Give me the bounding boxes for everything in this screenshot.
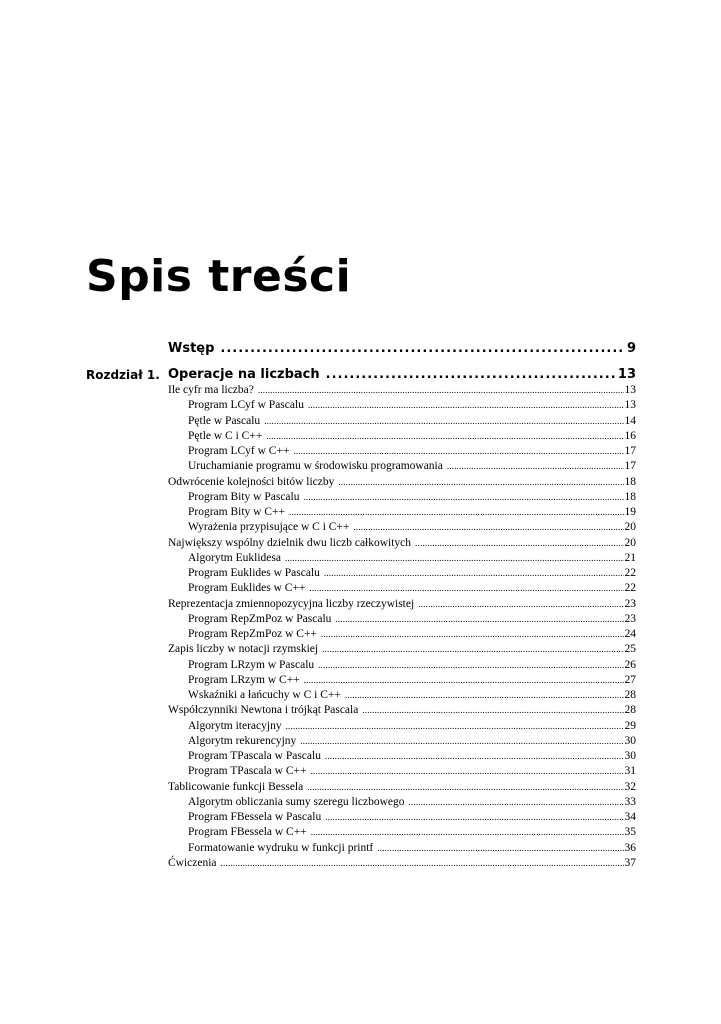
- toc-subsection-entry[interactable]: [168, 658, 636, 673]
- dot-leader: [321, 627, 624, 642]
- toc-entry-title: Tablicowanie funkcji Bessela: [168, 780, 304, 793]
- toc-subsection-entry[interactable]: [168, 810, 636, 825]
- toc-entry-title: Algorytm Euklidesa: [188, 551, 281, 564]
- toc-entry-title: Wskaźniki a łańcuchy w C i C++: [188, 689, 341, 701]
- toc-entry-page: 17: [624, 445, 636, 457]
- toc-entry-page: 13: [624, 384, 636, 396]
- toc-entry-page: 34: [624, 811, 636, 823]
- toc-entry-page: 33: [624, 795, 636, 808]
- dot-leader: [415, 536, 623, 551]
- toc-subsection-entry[interactable]: [168, 719, 636, 734]
- toc-entry-title: Program TPascala w Pascalu: [188, 750, 321, 762]
- toc-entry-page: 30: [624, 734, 636, 747]
- toc-entry-title: Program Bity w C++: [188, 506, 285, 518]
- dot-leader: [362, 703, 623, 718]
- toc-subsection-entry[interactable]: [168, 414, 636, 429]
- toc-subsection-entry[interactable]: [168, 764, 636, 779]
- toc-entry-page: 14: [624, 414, 636, 427]
- toc-entry-page: 23: [624, 612, 636, 625]
- toc-entry-title: Program LRzym w C++: [188, 673, 300, 686]
- toc-entry-title: Współczynniki Newtona i trójkąt Pascala: [168, 704, 359, 717]
- toc-subsection-entry[interactable]: [168, 612, 636, 627]
- toc-entry-page: 22: [624, 582, 636, 595]
- dot-leader: [335, 612, 623, 627]
- toc-entry-title: Program RepZmPoz w C++: [188, 628, 317, 640]
- toc-entry-title: Ćwiczenia: [168, 856, 217, 869]
- toc-entry-list: [168, 383, 636, 871]
- dot-leader: [307, 780, 623, 795]
- toc-intro-label: Wstęp: [168, 341, 215, 356]
- toc-entry-title: Pętle w Pascalu: [188, 414, 261, 427]
- toc-entry-page: 28: [624, 689, 636, 701]
- toc-entry-title: Program LCyf w C++: [188, 445, 290, 457]
- dot-leader: [220, 341, 624, 357]
- toc-entry-title: Program FBessela w Pascalu: [188, 811, 322, 823]
- toc-entry-page: 18: [624, 475, 636, 488]
- toc-intro-entry[interactable]: [168, 341, 636, 357]
- toc-subsection-entry[interactable]: [168, 566, 636, 581]
- toc-subsection-entry[interactable]: [168, 490, 636, 505]
- toc-entry-page: 36: [624, 841, 636, 854]
- toc-subsection-entry[interactable]: [168, 444, 636, 459]
- toc-subsection-entry[interactable]: [168, 505, 636, 520]
- chapter-title: Operacje na liczbach: [168, 367, 320, 382]
- toc-subsection-entry[interactable]: [168, 459, 636, 474]
- toc-entry-title: Odwrócenie kolejności bitów liczby: [168, 475, 335, 488]
- toc-entry-title: Algorytm rekurencyjny: [188, 734, 297, 747]
- toc-entry-title: Wyrażenia przypisujące w C i C++: [188, 521, 350, 534]
- toc-entry-page: 25: [624, 643, 636, 656]
- toc-entry-page: 37: [624, 856, 636, 869]
- toc-subsection-entry[interactable]: [168, 688, 636, 703]
- toc-subsection-entry[interactable]: [168, 398, 636, 413]
- dot-leader: [322, 642, 623, 657]
- dot-leader: [377, 841, 623, 856]
- toc-intro-page: 9: [626, 341, 636, 356]
- toc-section-entry[interactable]: [168, 383, 636, 398]
- dot-leader: [266, 429, 623, 444]
- toc-subsection-entry[interactable]: [168, 841, 636, 856]
- dot-leader: [258, 383, 624, 398]
- dot-leader: [289, 505, 624, 520]
- toc-subsection-entry[interactable]: [168, 825, 636, 840]
- dot-leader: [318, 658, 623, 673]
- toc-entry-page: 31: [624, 765, 636, 778]
- dot-leader: [303, 490, 623, 505]
- dot-leader: [285, 551, 624, 566]
- toc-subsection-entry[interactable]: [168, 795, 636, 810]
- toc-section-entry[interactable]: [168, 703, 636, 718]
- toc-entry-page: 20: [624, 521, 636, 534]
- toc-entry-page: 23: [624, 597, 636, 610]
- dot-leader: [338, 475, 623, 490]
- toc-subsection-entry[interactable]: [168, 673, 636, 688]
- toc-entry-title: Formatowanie wydruku w funkcji printf: [188, 841, 374, 854]
- toc-entry-page: 30: [624, 750, 636, 762]
- dot-leader: [221, 856, 624, 871]
- dot-leader: [409, 795, 624, 810]
- toc-entry-page: 18: [624, 490, 636, 503]
- dot-leader: [325, 810, 623, 825]
- dot-leader: [308, 398, 624, 413]
- dot-leader: [326, 367, 615, 383]
- dot-leader: [293, 444, 623, 459]
- toc-section-entry[interactable]: [168, 475, 636, 490]
- dot-leader: [264, 414, 623, 429]
- toc-entry-page: 28: [624, 704, 636, 717]
- dot-leader: [324, 566, 624, 581]
- toc-entry-title: Algorytm iteracyjny: [188, 719, 282, 732]
- dot-leader: [300, 734, 623, 749]
- dot-leader: [311, 825, 624, 840]
- toc-entry-page: 21: [624, 551, 636, 564]
- toc-subsection-entry[interactable]: [168, 581, 636, 596]
- toc-entry-page: 19: [624, 506, 636, 518]
- toc-subsection-entry[interactable]: [168, 520, 636, 535]
- toc-entry-title: Program Euklides w Pascalu: [188, 567, 320, 579]
- toc-chapter-entry[interactable]: [168, 367, 636, 383]
- toc-entry-page: 26: [624, 658, 636, 671]
- toc-entry-title: Program Euklides w C++: [188, 582, 306, 595]
- toc-entry-title: Program LCyf w Pascalu: [188, 399, 304, 412]
- toc-entry-page: 22: [624, 567, 636, 579]
- toc-entry-page: 20: [624, 536, 636, 549]
- toc-subsection-entry[interactable]: [168, 734, 636, 749]
- toc-entry-page: 29: [624, 719, 636, 732]
- dot-leader: [353, 520, 623, 535]
- dot-leader: [325, 749, 624, 764]
- dot-leader: [309, 581, 623, 596]
- toc-entry-title: Największy wspólny dzielnik dwu liczb całkowitych: [168, 536, 412, 549]
- dot-leader: [447, 459, 624, 474]
- dot-leader: [286, 719, 624, 734]
- toc-entry-title: Program FBessela w C++: [188, 826, 307, 839]
- toc-subsection-entry[interactable]: [168, 429, 636, 444]
- toc-entry-title: Pętle w C i C++: [188, 429, 263, 442]
- toc-entry-title: Algorytm obliczania sumy szeregu liczbowego: [188, 795, 405, 808]
- dot-leader: [304, 673, 624, 688]
- dot-leader: [310, 764, 623, 779]
- toc-section-entry[interactable]: [168, 856, 636, 871]
- chapter-page: 13: [617, 367, 636, 382]
- toc-entry-title: Program TPascala w C++: [188, 765, 307, 778]
- toc-section-entry[interactable]: [168, 780, 636, 795]
- page-title: Spis treści: [86, 251, 352, 302]
- toc-entry-page: 24: [624, 628, 636, 640]
- chapter-number: Rozdział 1.: [86, 368, 160, 382]
- toc-entry-title: Program LRzym w Pascalu: [188, 658, 315, 671]
- toc-entry-page: 17: [624, 460, 636, 473]
- toc-entry-title: Uruchamianie programu w środowisku programowania: [188, 460, 443, 473]
- dot-leader: [345, 688, 624, 703]
- toc-subsection-entry[interactable]: [168, 627, 636, 642]
- toc-section-entry[interactable]: [168, 597, 636, 612]
- toc-entry-title: Zapis liczby w notacji rzymskiej: [168, 643, 319, 656]
- toc-entry-page: 32: [624, 780, 636, 793]
- toc-entry-page: 13: [624, 399, 636, 412]
- toc-entry-title: Program Bity w Pascalu: [188, 490, 300, 503]
- toc-entry-page: 27: [624, 673, 636, 686]
- toc-entry-title: Reprezentacja zmiennopozycyjna liczby rzeczywistej: [168, 597, 415, 610]
- toc-entry-title: Ile cyfr ma liczba?: [168, 384, 254, 396]
- toc-subsection-entry[interactable]: [168, 551, 636, 566]
- toc-section-entry[interactable]: [168, 642, 636, 657]
- toc-entry-page: 35: [624, 826, 636, 839]
- toc-subsection-entry[interactable]: [168, 749, 636, 764]
- toc-section-entry[interactable]: [168, 536, 636, 551]
- toc-entry-title: Program RepZmPoz w Pascalu: [188, 612, 332, 625]
- dot-leader: [418, 597, 623, 612]
- toc-entry-page: 16: [624, 429, 636, 442]
